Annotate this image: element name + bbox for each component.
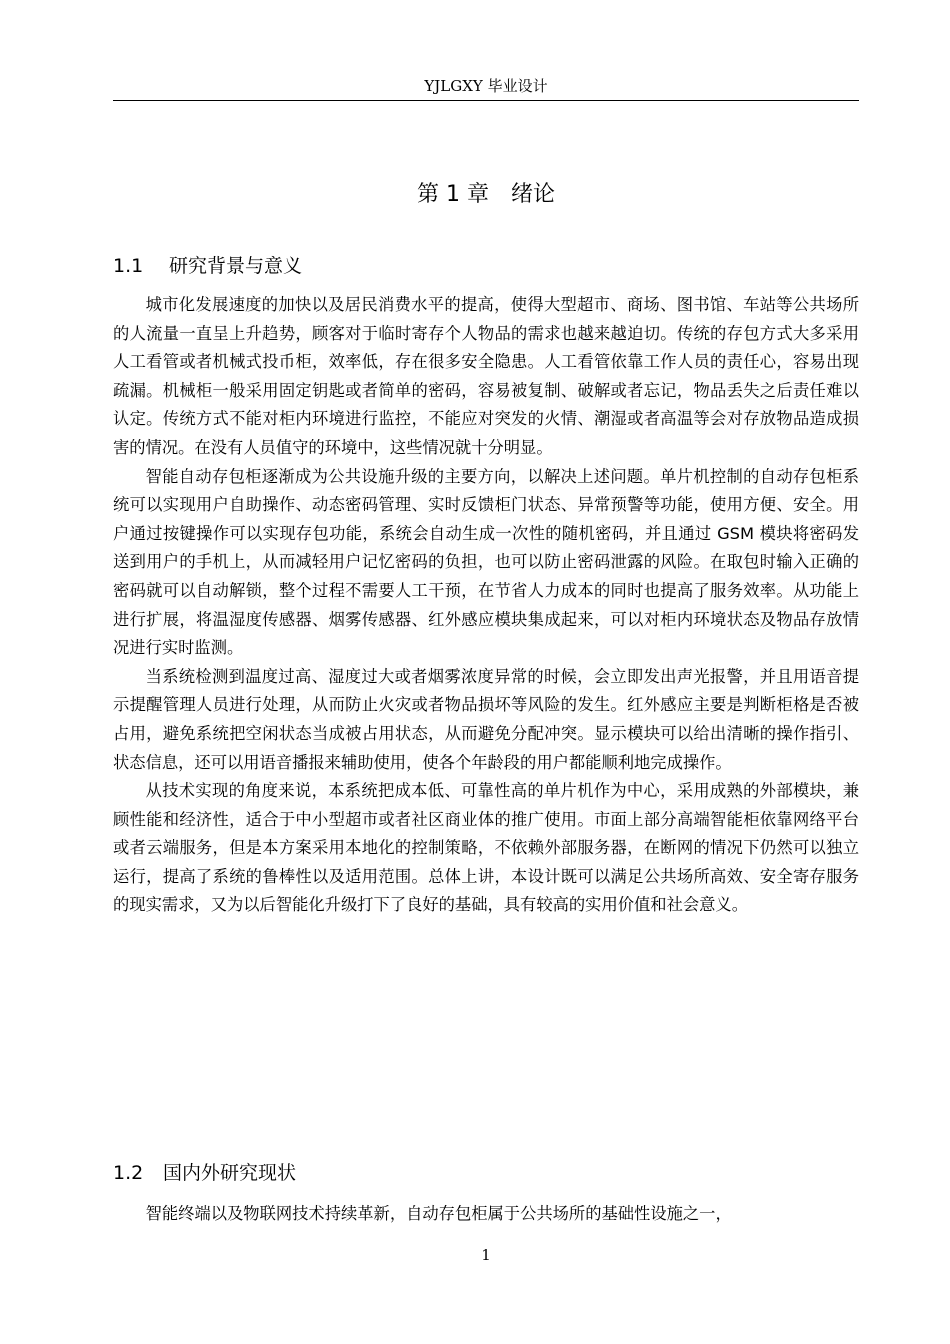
section-1-2-body xyxy=(113,1200,859,1229)
chapter-name: 绪论 xyxy=(510,182,555,207)
section-title: 国内外研究现状 xyxy=(163,1162,297,1184)
chapter-title xyxy=(113,179,859,211)
section-number: 1.2 xyxy=(113,1162,144,1184)
page-header: YJLGXY 毕业设计 xyxy=(424,77,548,95)
section-1-1-body xyxy=(113,291,859,920)
paragraph: 当系统检测到温度过高、湿度过大或者烟雾浓度异常的时候，会立即发出声光报警，并且用语音提示提醒管理人员进行处理，从而防止火灾或者物品损坏等风险的发生。红外感应主要是判断柜格是否被占用，避免系统把空闲状态当成被占用状态，从而避免分配冲突。显示模块可以给出清晰的操作指引、状态信息，还可以用语音播报来辅助使用，使各个年龄段的用户都能顺利地完成操作。 xyxy=(113,666,859,772)
paragraph: 从技术实现的角度来说，本系统把成本低、可靠性高的单片机作为中心，采用成熟的外部模块，兼顾性能和经济性，适合于中小型超市或者社区商业体的推广使用。市面上部分高端智能柜依靠网络平台或者云端服务，但是本方案采用本地化的控制策略，不依赖外部服务器，在断网的情况下仍然可以独立运行，提高了系统的鲁棒性以及适用范围。总体上讲，本设计既可以满足公共场所高效、安全寄存服务的现实需求，又为以后智能化升级打下了良好的基础，具有较高的实用价值和社会意义。 xyxy=(113,781,859,915)
paragraph: 智能自动存包柜逐渐成为公共设施升级的主要方向，以解决上述问题。单片机控制的自动存包柜系统可以实现用户自助操作、动态密码管理、实时反馈柜门状态、异常预警等功能，使用方便、安全。用户通过按键操作可以实现存包功能，系统会自动生成一次性的随机密码，并且通过 GSM 模块将密码发送到用户的手机上，从而减轻用户记忆密码的负担，也可以防止密码泄露的风险。在取包时输入正确的密码就可以自动解锁，整个过程不需要人工干预，在节省人力成本的同时也提高了服务效率。从功能上进行扩展，将温湿度传感器、烟雾传感器、红外感应模块集成起来，可以对柜内环境状态及物品存放情况进行实时监测。 xyxy=(113,466,859,658)
section-number: 1.1 xyxy=(113,255,144,277)
paragraph: 智能终端以及物联网技术持续革新，自动存包柜属于公共场所的基础性设施之一， xyxy=(145,1204,732,1223)
page-number: 1 xyxy=(481,1246,491,1264)
paragraph: 城市化发展速度的加快以及居民消费水平的提高，使得大型超市、商场、图书馆、车站等公共场所的人流量一直呈上升趋势，顾客对于临时寄存个人物品的需求也越来越迫切。传统的存包方式大多采用人工看管或者机械式投币柜，效率低，存在很多安全隐患。人工看管依靠工作人员的责任心，容易出现疏漏。机械柜一般采用固定钥匙或者简单的密码，容易被复制、破解或者忘记，物品丢失之后责任难以认定。传统方式不能对柜内环境进行监控，不能应对突发的火情、潮湿或者高温等会对存放物品造成损害的情况。在没有人员值守的环境中，这些情况就十分明显。 xyxy=(113,295,859,457)
section-heading-1-1 xyxy=(113,252,302,280)
section-title: 研究背景与意义 xyxy=(169,255,303,277)
section-heading-1-2 xyxy=(113,1159,296,1187)
header-rule xyxy=(113,100,859,101)
chapter-number: 第 1 章 xyxy=(417,182,489,207)
